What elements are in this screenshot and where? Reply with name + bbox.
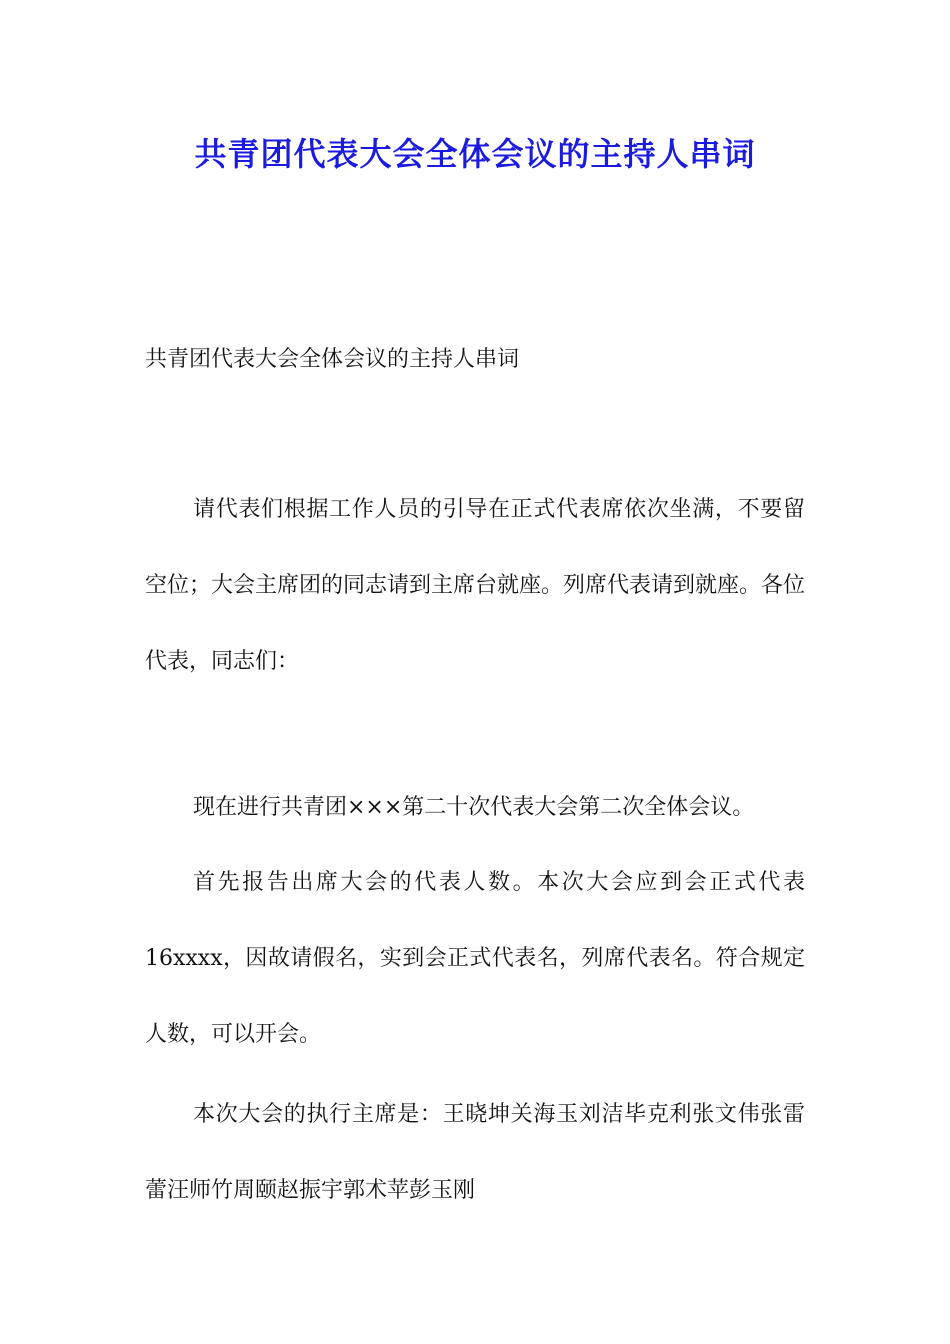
- paragraph-opening: 现在进行共青团×××第二十次代表大会第二次全体会议。: [193, 795, 755, 820]
- paragraph-chairs: 本次大会的执行主席是：王晓坤关海玉刘洁毕克利张文伟张雷蕾汪师竹周颐赵振宇郭术苹彭玉刚: [145, 1102, 805, 1203]
- paragraph-seating: 请代表们根据工作人员的引导在正式代表席依次坐满，不要留空位；大会主席团的同志请到主席台就座。列席代表请到就座。各位代表，同志们：: [145, 497, 806, 674]
- paragraph-attendance: 首先报告出席大会的代表人数。本次大会应到会正式代表16xxxx，因故请假名，实到会正式代表名，列席代表名。符合规定人数，可以开会。: [145, 870, 806, 1047]
- document-subtitle: 共青团代表大会全体会议的主持人串词: [145, 347, 520, 372]
- document-title: 共青团代表大会全体会议的主持人串词: [194, 135, 756, 173]
